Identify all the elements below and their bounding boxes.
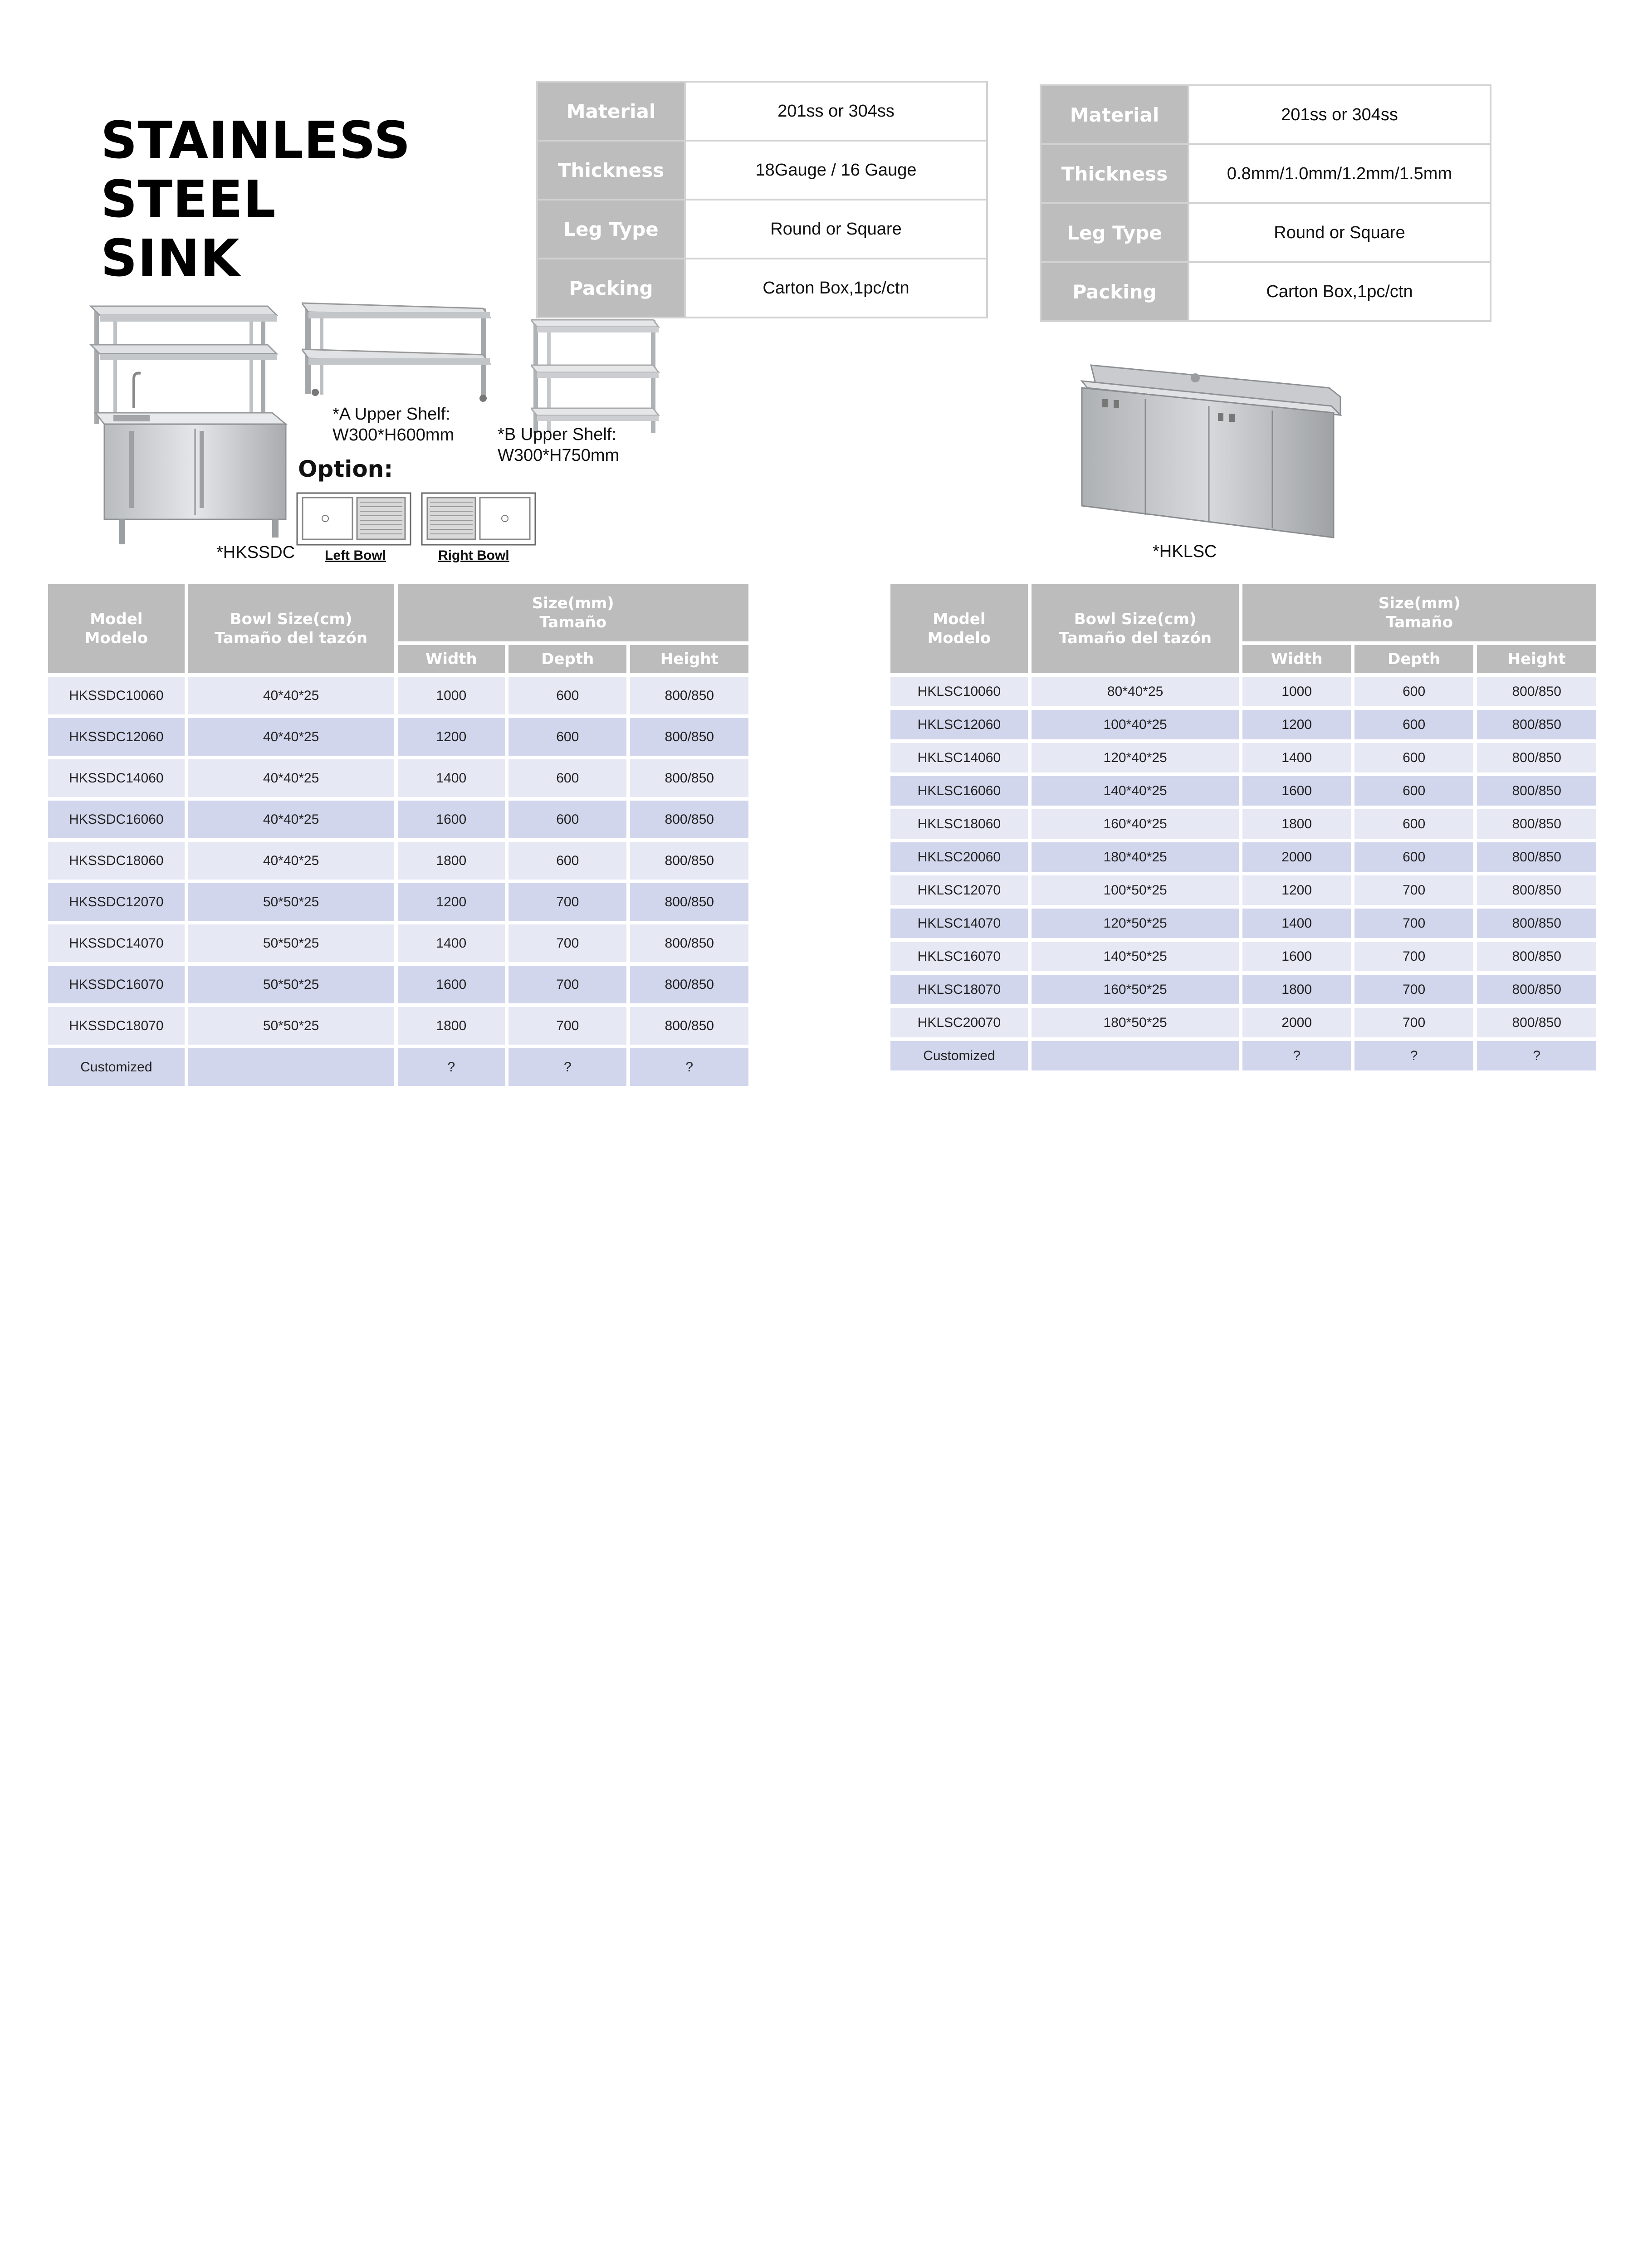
header-size [1242,584,1596,641]
cell-width: 1600 [1242,776,1350,806]
table-row [890,875,1596,905]
header-size-en: Size(mm) [532,594,614,612]
table-row [48,1048,748,1086]
cell-height: 800/850 [1477,743,1596,772]
spec-value: Carton Box,1pc/ctn [1188,262,1491,321]
right-bowl-diagram [421,492,536,546]
table-row [48,677,748,714]
header-height: Height [630,645,748,673]
hkssdc-table-body [48,677,748,1086]
cell-bowl-size: 80*40*25 [1032,677,1239,706]
upper-shelf-b-image [531,315,660,438]
header-bowl-es: Tamaño del tazón [215,629,368,647]
cell-width: 1800 [1242,975,1350,1004]
title-line: STAINLESS [101,111,411,170]
cell-model: HKLSC20060 [890,842,1028,872]
hklsc-caption: *HKLSC [1153,542,1217,561]
spec-key: Material [537,82,685,141]
cell-width: 1200 [1242,710,1350,739]
cell-depth: 600 [508,801,626,838]
cell-bowl-size: 180*40*25 [1032,842,1239,872]
cell-height: 800/850 [630,966,748,1003]
cell-width: 1400 [1242,743,1350,772]
cell-height: 800/850 [1477,842,1596,872]
header-depth: Depth [1354,645,1474,673]
cell-width: 1200 [398,883,505,921]
hklsc-table-body [890,677,1596,1070]
title-line: STEEL [101,170,276,229]
table-row [890,776,1596,806]
cell-bowl-size: 140*40*25 [1032,776,1239,806]
cell-bowl-size: 100*50*25 [1032,875,1239,905]
cell-height: ? [1477,1041,1596,1070]
cell-height: 800/850 [1477,677,1596,706]
table-row [48,801,748,838]
cell-height: 800/850 [630,801,748,838]
cell-width: ? [1242,1041,1350,1070]
cell-width: 2000 [1242,1008,1350,1037]
cell-bowl-size: 140*50*25 [1032,942,1239,971]
shelf-b-line2: W300*H750mm [498,446,620,465]
spec-value: Round or Square [685,200,987,259]
cell-depth: 700 [1354,909,1474,938]
spec-value: 201ss or 304ss [1188,85,1491,144]
cell-width: ? [398,1048,505,1086]
cell-depth: 600 [1354,710,1474,739]
cell-model: HKLSC16060 [890,776,1028,806]
cell-width: 1400 [1242,909,1350,938]
left-bowl-diagram [296,492,411,546]
left-bowl-label: Left Bowl [325,548,386,563]
spec-table-right [1040,84,1491,322]
cell-bowl-size [188,1048,394,1086]
shelf-b-label [498,424,619,466]
hkssdc-caption: *HKSSDC [216,543,295,562]
cell-model: Customized [48,1048,185,1086]
cell-depth: 700 [508,883,626,921]
header-model-es: Modelo [84,629,148,647]
cell-depth: 600 [1354,743,1474,772]
hkssdc-sink-image [86,302,295,547]
cell-depth: ? [1354,1041,1474,1070]
cell-model: HKLSC14060 [890,743,1028,772]
header-model [890,584,1028,673]
cell-width: 1200 [398,718,505,756]
cell-depth: 700 [508,966,626,1003]
table-row [48,924,748,962]
shelf-a-line2: W300*H600mm [332,425,455,445]
cell-bowl-size: 50*50*25 [188,1007,394,1045]
header-bowl-size [1032,584,1239,673]
page-title [101,111,411,288]
cell-width: 1400 [398,924,505,962]
header-size [398,584,748,641]
cell-model: HKSSDC16070 [48,966,185,1003]
upper-shelf-a-image [302,299,492,404]
right-bowl-label: Right Bowl [438,548,509,563]
cell-bowl-size: 160*40*25 [1032,809,1239,839]
spec-value: 18Gauge / 16 Gauge [685,141,987,200]
cell-width: 1800 [1242,809,1350,839]
cell-depth: 600 [508,759,626,797]
cell-height: 800/850 [1477,1008,1596,1037]
hklsc-sink-image [1077,356,1343,547]
cell-height: 800/850 [630,718,748,756]
cell-model: HKSSDC12070 [48,883,185,921]
cell-height: 800/850 [630,1007,748,1045]
cell-model: HKSSDC10060 [48,677,185,714]
spec-key: Leg Type [537,200,685,259]
cell-model: HKSSDC14070 [48,924,185,962]
table-row [890,975,1596,1004]
spec-key: Thickness [1041,144,1188,203]
cell-height: 800/850 [630,677,748,714]
table-row [48,1007,748,1045]
cell-height: 800/850 [630,883,748,921]
cell-depth: 600 [1354,677,1474,706]
table-row [890,942,1596,971]
shelf-b-line1: *B Upper Shelf: [498,425,616,444]
header-size-en: Size(mm) [1378,594,1461,612]
cell-model: HKSSDC16060 [48,801,185,838]
table-row [48,759,748,797]
table-row [48,718,748,756]
table-row [890,710,1596,739]
shelf-a-label [332,404,454,445]
cell-bowl-size: 100*40*25 [1032,710,1239,739]
table-row [890,1008,1596,1037]
cell-depth: 600 [508,842,626,880]
table-row [48,883,748,921]
cell-height: 800/850 [1477,875,1596,905]
cell-model: HKLSC10060 [890,677,1028,706]
cell-bowl-size: 50*50*25 [188,883,394,921]
cell-bowl-size: 40*40*25 [188,759,394,797]
header-model-en: Model [90,610,143,628]
cell-bowl-size: 160*50*25 [1032,975,1239,1004]
cell-bowl-size: 40*40*25 [188,801,394,838]
cell-bowl-size: 120*50*25 [1032,909,1239,938]
cell-model: HKSSDC12060 [48,718,185,756]
cell-depth: 700 [1354,875,1474,905]
option-label: Option: [298,456,393,482]
spec-key: Packing [1041,262,1188,321]
cell-depth: 600 [1354,776,1474,806]
cell-width: 1600 [398,801,505,838]
cell-height: ? [630,1048,748,1086]
header-model-es: Modelo [927,629,991,647]
cell-bowl-size [1032,1041,1239,1070]
cell-model: HKLSC18070 [890,975,1028,1004]
hklsc-table [887,581,1600,1074]
cell-bowl-size: 40*40*25 [188,842,394,880]
cell-depth: 700 [508,1007,626,1045]
spec-key: Material [1041,85,1188,144]
cell-height: 800/850 [630,842,748,880]
spec-key: Packing [537,259,685,318]
cell-depth: ? [508,1048,626,1086]
cell-height: 800/850 [1477,776,1596,806]
header-depth: Depth [508,645,626,673]
header-bowl-en: Bowl Size(cm) [1074,610,1197,628]
header-size-es: Tamaño [1386,613,1453,631]
cell-depth: 700 [1354,1008,1474,1037]
header-bowl-size [188,584,394,673]
cell-height: 800/850 [630,759,748,797]
table-row [890,909,1596,938]
cell-bowl-size: 120*40*25 [1032,743,1239,772]
table-row [48,842,748,880]
cell-depth: 700 [508,924,626,962]
spec-value: 201ss or 304ss [685,82,987,141]
cell-depth: 700 [1354,942,1474,971]
cell-width: 1000 [398,677,505,714]
cell-height: 800/850 [630,924,748,962]
header-bowl-en: Bowl Size(cm) [230,610,352,628]
cell-width: 1800 [398,842,505,880]
spec-value: Carton Box,1pc/ctn [685,259,987,318]
spec-value: 0.8mm/1.0mm/1.2mm/1.5mm [1188,144,1491,203]
cell-width: 1200 [1242,875,1350,905]
cell-depth: 600 [508,677,626,714]
cell-model: HKLSC20070 [890,1008,1028,1037]
cell-height: 800/850 [1477,942,1596,971]
cell-model: HKLSC18060 [890,809,1028,839]
cell-depth: 700 [1354,975,1474,1004]
cell-bowl-size: 40*40*25 [188,718,394,756]
cell-model: HKSSDC14060 [48,759,185,797]
cell-depth: 600 [508,718,626,756]
cell-model: Customized [890,1041,1028,1070]
cell-bowl-size: 50*50*25 [188,924,394,962]
cell-bowl-size: 40*40*25 [188,677,394,714]
spec-key: Leg Type [1041,203,1188,262]
cell-width: 1000 [1242,677,1350,706]
shelf-a-line1: *A Upper Shelf: [332,405,450,424]
table-row [890,743,1596,772]
cell-depth: 600 [1354,809,1474,839]
header-width: Width [398,645,505,673]
cell-model: HKLSC14070 [890,909,1028,938]
header-size-es: Tamaño [539,613,607,631]
cell-height: 800/850 [1477,909,1596,938]
cell-depth: 600 [1354,842,1474,872]
cell-model: HKLSC12070 [890,875,1028,905]
header-height: Height [1477,645,1596,673]
cell-model: HKLSC16070 [890,942,1028,971]
table-row [890,1041,1596,1070]
cell-model: HKSSDC18060 [48,842,185,880]
cell-width: 1800 [398,1007,505,1045]
title-line: SINK [101,229,240,288]
cell-width: 1600 [398,966,505,1003]
spec-table-left [536,81,988,318]
cell-model: HKSSDC18070 [48,1007,185,1045]
header-width: Width [1242,645,1350,673]
table-row [890,677,1596,706]
table-row [48,966,748,1003]
cell-bowl-size: 180*50*25 [1032,1008,1239,1037]
cell-bowl-size: 50*50*25 [188,966,394,1003]
header-model [48,584,185,673]
cell-width: 2000 [1242,842,1350,872]
cell-height: 800/850 [1477,710,1596,739]
table-row [890,809,1596,839]
table-row [890,842,1596,872]
spec-key: Thickness [537,141,685,200]
spec-value: Round or Square [1188,203,1491,262]
cell-width: 1400 [398,759,505,797]
cell-height: 800/850 [1477,975,1596,1004]
cell-width: 1600 [1242,942,1350,971]
header-bowl-es: Tamaño del tazón [1059,629,1212,647]
header-model-en: Model [933,610,986,628]
cell-height: 800/850 [1477,809,1596,839]
hkssdc-table [44,581,752,1090]
cell-model: HKLSC12060 [890,710,1028,739]
